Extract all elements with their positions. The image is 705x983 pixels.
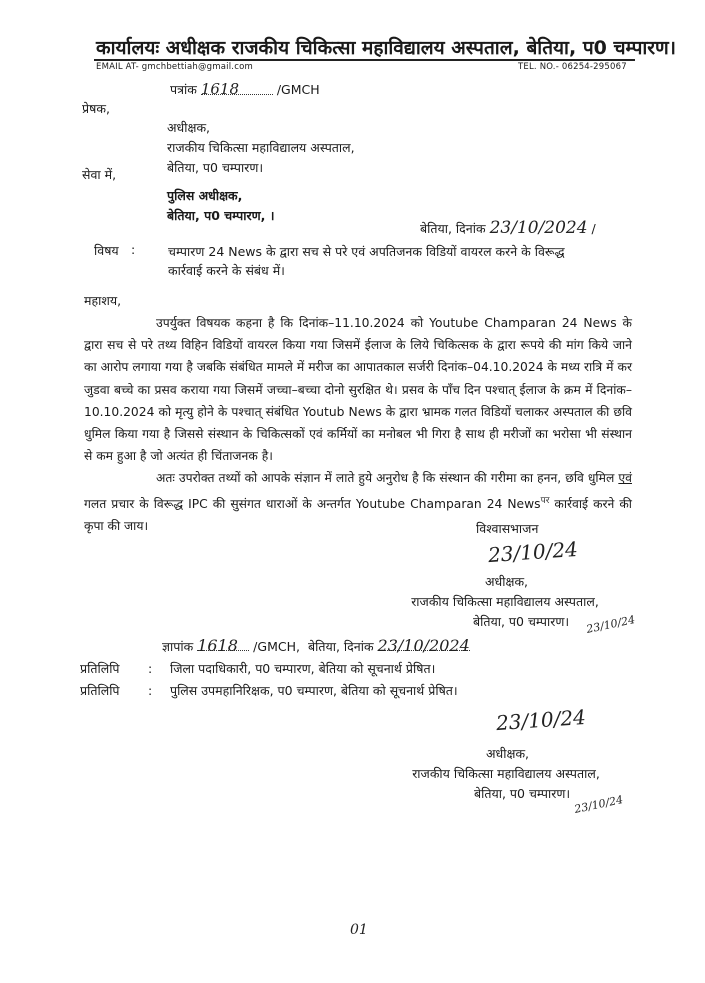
body-paragraph-2-start: अतः उपरोक्त तथ्यों को आपके संज्ञान में लाते हुये अनुरोध है कि संस्थान की गरीमा का हनन, छवि धुमिल (156, 471, 615, 486)
copy-separator: : (147, 683, 153, 698)
date-tail: / (591, 221, 596, 236)
signature-1-initial-date: 23/10/24 (585, 613, 637, 636)
memo-date-label: बेतिया, दिनांक (307, 639, 374, 654)
subject-text (168, 242, 565, 280)
memo-label: ज्ञापांक (162, 639, 194, 654)
sender-label: प्रेषक, (82, 101, 110, 116)
signature-2-line: राजकीय चिकित्सा महाविद्यालय अस्पताल, (412, 766, 600, 781)
body-paragraph-2-end: कार्रवाई करने की कृपा की जाय। (84, 496, 632, 533)
letterhead-email: EMAIL AT- gmchbettiah@gmail.com (96, 62, 253, 72)
body-paragraph-1: उपर्युक्त विषयक कहना है कि दिनांक–11.10.2024 को Youtube Champaran 24 News के द्वारा सच से परे तथ्य विहिन विडियों वायरल किया गया जिसमें ईलाज के लिये चिकित्सक के द्वारा रूपये की मांग किये जाने का आरोप लगाया गया है जबकि संबंधित मामले में मरीज का आपातकाल सर्जरी दिनांक–04.10.2024 के मध्य रात्रि में कर जुडवा बच्चे का प्रसव कराया गया जिसमें जच्चा–बच्चा दोनो सुरक्षित थे। प्रसव के पाँच दिन पश्चात् ईलाज के क्रम में दिनांक–10.10.2024 को मृत्यु होने के पश्चात् संबंधित Youtub News के द्वारा भ्रामक गलत विडियों चलाकर अस्पताल की छवि धुमिल किया गया है जिससे संस्थान के चिकित्सकों एवं कर्मियों का मनोबल भी गिरा है साथ ही मरीजों का भरोसा भी संस्थान से कम हुआ है जो अत्यंत ही चिंताजनक है। (84, 316, 632, 464)
signature-2-handwriting: 23/10/24 (495, 704, 587, 736)
copy-separator: : (147, 661, 153, 676)
sender-line: राजकीय चिकित्सा महाविद्यालय अस्पताल, (167, 140, 355, 155)
signature-1-handwriting: 23/10/24 (487, 536, 579, 568)
copy-row (80, 682, 458, 699)
signature-1-line: बेतिया, प0 चम्पारण। (473, 614, 570, 629)
subject-line: चम्पारण 24 News के द्वारा सच से परे एवं अपतिजनक विडियों वायरल करने के विरूद्ध (168, 244, 565, 259)
subject-label: विषय (94, 243, 119, 258)
sender-line: बेतिया, प0 चम्पारण। (167, 160, 264, 175)
body-paragraph-2 (84, 467, 632, 537)
recipient-block (167, 186, 275, 226)
signature-2-block (382, 744, 630, 804)
letterhead-rule (94, 59, 635, 61)
copy-label: प्रतिलिपि (80, 661, 120, 676)
letterhead-office: कार्यालयः अधीक्षक राजकीय चिकित्सा महाविद्यालय अस्पताल, बेतिया, प0 चम्पारण। (96, 37, 676, 59)
recipient-line: बेतिया, प0 चम्पारण, । (167, 208, 275, 223)
letter-body (84, 312, 632, 537)
subject-separator: : (131, 242, 136, 257)
signature-2-line: अधीक्षक, (486, 746, 530, 761)
closing: विश्वासभाजन (476, 521, 539, 536)
reference-label: पत्रांक (170, 82, 197, 97)
subject-line: कार्रवाई करने के संबंध में। (168, 263, 285, 278)
reference-line (170, 80, 320, 98)
letterhead-tel: TEL. NO.- 06254-295067 (518, 62, 627, 72)
recipient-line: पुलिस अधीक्षक, (167, 188, 243, 203)
copy-row (80, 660, 435, 677)
signature-1-line: राजकीय चिकित्सा महाविद्यालय अस्पताल, (411, 594, 599, 609)
body-insertion: पर (540, 495, 550, 506)
signature-1-line: अधीक्षक, (485, 574, 529, 589)
copy-text: जिला पदाधिकारी, प0 चम्पारण, बेतिया को सूचनार्थ प्रेषित। (169, 661, 436, 676)
signature-2-initial-date: 23/10/24 (573, 793, 625, 816)
recipient-label: सेवा में, (82, 167, 117, 182)
date-value: 23/10/2024 (489, 218, 588, 238)
body-paragraph-2-middle: गलत प्रचार के विरूद्ध IPC की सुसंगत धाराओं के अन्तर्गत Youtube Champaran 24 News (84, 496, 541, 511)
signature-2-line: बेतिया, प0 चम्पारण। (474, 786, 571, 801)
memo-line (162, 636, 470, 655)
copy-text: पुलिस उपमहानिरिक्षक, प0 चम्पारण, बेतिया को सूचनार्थ प्रेषित। (169, 683, 458, 698)
memo-number: 1618 (197, 636, 249, 651)
page-mark: 01 (350, 922, 368, 938)
body-paragraph-2-underlined: एवं (618, 471, 632, 486)
copy-label: प्रतिलिपि (80, 683, 120, 698)
memo-suffix: /GMCH, (253, 639, 300, 654)
salutation: महाशय, (84, 293, 122, 308)
date-label: बेतिया, दिनांक (420, 221, 486, 236)
memo-date-value: 23/10/2024 (377, 636, 470, 655)
reference-suffix: /GMCH (276, 82, 320, 97)
sender-block (167, 118, 355, 178)
sender-line: अधीक्षक, (167, 120, 211, 135)
date-line (420, 218, 596, 238)
reference-number: 1618 (201, 80, 273, 95)
